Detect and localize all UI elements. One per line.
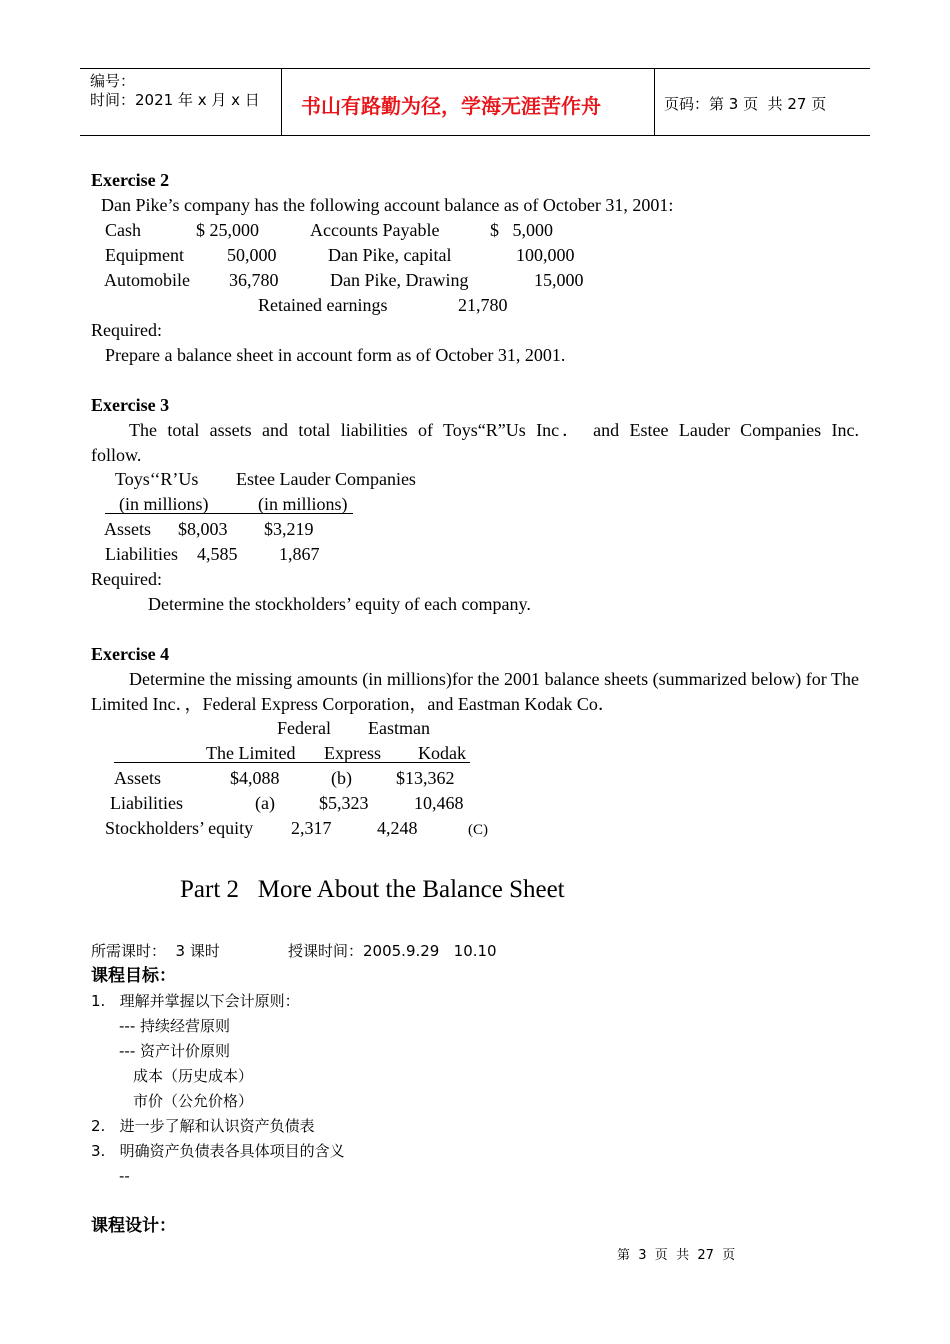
exercise-4-cell: (b): [331, 768, 352, 788]
course-goal-item: 市价（公允价格）: [133, 1092, 254, 1110]
exercise-4-head-express: Express: [324, 743, 381, 763]
course-goal-item: 3. 明确资产负债表各具体项目的含义: [91, 1142, 345, 1160]
exercise-3-assets-estee: $3,219: [264, 519, 314, 539]
course-goals-title: 课程目标：: [91, 966, 176, 986]
exercise-2-required-text: Prepare a balance sheet in account form as of October 31, 2001.: [105, 345, 566, 365]
exercise-4-cell: $13,362: [396, 768, 455, 788]
course-goal-item: 1. 理解并掌握以下会计原则：: [91, 992, 300, 1010]
exercise-3-title: Exercise 3: [91, 395, 170, 415]
exercise-4-head-kodak: Kodak: [418, 743, 466, 763]
header-date: 时间：2021 年 x 月 x 日: [90, 91, 260, 109]
part-2-heading: Part 2 More About the Balance Sheet: [180, 876, 565, 903]
retained-earnings-label: Retained earnings: [258, 295, 388, 315]
header-page-label: 页码：第 3 页 共 27 页: [664, 95, 827, 113]
course-goal-item: 成本（历史成本）: [133, 1067, 254, 1085]
account-value: 100,000: [516, 245, 575, 265]
exercise-4-cell: (C): [468, 822, 488, 838]
footer-page-number: 第 3 页 共 27 页: [617, 1248, 736, 1263]
exercise-3-required-label: Required:: [91, 569, 162, 589]
exercise-3-unit-1: (in millions): [119, 494, 209, 514]
exercise-4-cell: $4,088: [230, 768, 280, 788]
header-number-label: 编号：: [90, 72, 136, 90]
course-goal-item: --- 资产计价原则: [119, 1042, 231, 1060]
course-hours: 所需课时： 3 课时: [91, 942, 220, 960]
exercise-4-cell: 4,248: [377, 818, 418, 838]
exercise-2-required-label: Required:: [91, 320, 162, 340]
exercise-4-title: Exercise 4: [91, 644, 170, 664]
exercise-3-liabilities-label: Liabilities: [105, 544, 178, 564]
exercise-3-col-toys: Toys‘‘R’Us: [115, 469, 199, 489]
exercise-4-row-label: Assets: [114, 768, 162, 788]
exercise-4-head-federal: Federal: [277, 718, 331, 738]
account-name: Cash: [105, 220, 141, 240]
account-value: 15,000: [534, 270, 584, 290]
exercise-3-intro: The total assets and total liabilities of Toys“R”Us Inc． and Estee Lauder Companies Inc. follow.: [91, 420, 859, 465]
account-name: Dan Pike, capital: [328, 245, 452, 265]
exercise-4-row-label: Stockholders’ equity: [105, 818, 254, 838]
exercise-3-assets-toys: $8,003: [178, 519, 228, 539]
account-name: Dan Pike, Drawing: [330, 270, 469, 290]
header-bottom-rule: [80, 135, 870, 136]
header-divider-2: [654, 68, 655, 136]
account-value: 36,780: [229, 270, 279, 290]
course-goal-item: --- 持续经营原则: [119, 1017, 231, 1035]
header-motto: 书山有路勤为径，学海无涯苦作舟: [301, 94, 601, 118]
exercise-4-head-eastman: Eastman: [368, 718, 430, 738]
exercise-2-intro: Dan Pike’s company has the following account balance as of October 31, 2001:: [101, 195, 674, 215]
retained-earnings-value: 21,780: [458, 295, 508, 315]
exercise-3-unit-2: (in millions): [258, 494, 348, 514]
account-value: 50,000: [227, 245, 277, 265]
exercise-4-cell: 10,468: [414, 793, 464, 813]
exercise-4-cell: 2,317: [291, 818, 332, 838]
exercise-3-liabilities-toys: 4,585: [197, 544, 238, 564]
account-name: Equipment: [105, 245, 184, 265]
account-name: Accounts Payable: [310, 220, 440, 240]
exercise-4-row-label: Liabilities: [110, 793, 183, 813]
account-value: $ 5,000: [490, 220, 553, 240]
exercise-3-col-estee: Estee Lauder Companies: [236, 469, 416, 489]
exercise-4-cell: (a): [255, 793, 275, 813]
exercise-3-liabilities-estee: 1,867: [279, 544, 320, 564]
header-top-rule: [80, 68, 870, 69]
exercise-3-required-text: Determine the stockholders’ equity of each company.: [148, 594, 531, 614]
teaching-time: 授课时间：2005.9.29 10.10: [288, 942, 497, 960]
course-goal-item: 2. 进一步了解和认识资产负债表: [91, 1117, 315, 1135]
header-divider-1: [281, 68, 282, 136]
exercise-4-cell: $5,323: [319, 793, 369, 813]
exercise-3-assets-label: Assets: [104, 519, 152, 539]
course-design-title: 课程设计：: [91, 1216, 176, 1236]
account-name: Automobile: [104, 270, 190, 290]
exercise-4-intro: Determine the missing amounts (in millions)for the 2001 balance sheets (summarized below) for The Limited Inc．，Federal Express Corporation，and Eastman Kodak Co．: [91, 669, 859, 714]
account-value: $ 25,000: [196, 220, 259, 240]
exercise-2-title: Exercise 2: [91, 170, 170, 190]
exercise-4-head-limited: The Limited: [206, 743, 296, 763]
course-goal-item: --: [119, 1167, 130, 1185]
